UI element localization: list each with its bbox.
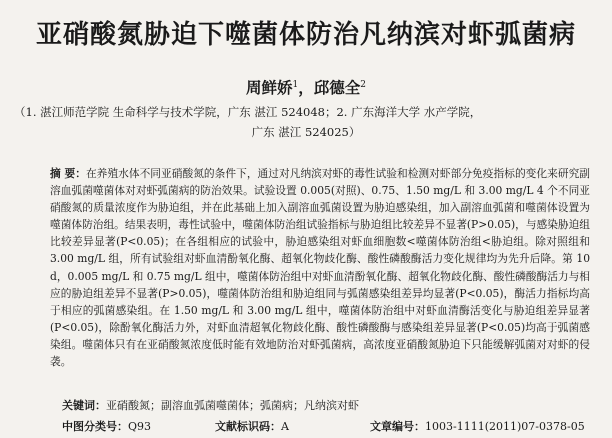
abstract-label: 摘 要： xyxy=(50,167,86,180)
keywords xyxy=(62,397,359,413)
article-number xyxy=(370,418,585,434)
document-code-value: A xyxy=(281,420,289,433)
affiliation-line: 广东 湛江 524025） xyxy=(251,125,361,139)
affiliation-marker: 1 xyxy=(292,79,299,90)
paper-title: 亚硝酸氮胁迫下噬菌体防治凡纳滨对虾弧菌病 xyxy=(35,20,576,50)
affiliation-marker: 2 xyxy=(360,79,366,90)
affiliation-line: （1. 湛江师范学院 生命科学与技术学院，广东 湛江 524048；2. 广东海洋大学 水产学院， xyxy=(14,105,482,119)
abstract xyxy=(50,165,590,370)
article-number-label: 文章编号： xyxy=(370,420,425,433)
document-code xyxy=(215,418,289,434)
author-separator: ， xyxy=(298,78,314,97)
article-number-value: 1003-1111(2011)07-0378-05 xyxy=(425,420,585,433)
clc-value: Q93 xyxy=(128,420,152,433)
author-line xyxy=(0,76,612,98)
keywords-text: 亚硝酸氮；副溶血弧菌噬菌体；弧菌病；凡纳滨对虾 xyxy=(106,399,359,412)
keywords-label: 关键词： xyxy=(62,399,106,412)
author-name: 周鲜娇 xyxy=(245,78,293,97)
abstract-text: 在养殖水体不同亚硝酸氮的条件下，通过对凡纳滨对虾的毒性试验和检测对虾部分免疫指标的变化来研究副溶血弧菌噬菌体对对虾弧菌病的防治效果。试验设置 0.005(对照)、0.75、1.50 mg/L 和 3.00 mg/L 4 个不同亚硝酸氮的质量浓度作为胁迫组，并在此基础上加入副溶血弧菌设置为胁迫感染组，加入副溶血弧菌和噬菌体设置为噬菌体防治组。结果表明，毒性试验中，噬菌体防治组试验指标与胁迫组比较差异不显著(P>0.05)，与感染胁迫组比较差异显著(P<0.05)；在各组相应的试验中，胁迫感染组对虾血细胞数<噬菌体防治组<胁迫组。除对照组和 3.00 mg/L 组，所有试验组对虾血清酚氧化酶、超氧化物歧化酶、酸性磷酸酶活力变化规律均为先升后降。第 10 d，0.005 mg/L 和 0.75 mg/L 组中，噬菌体防治组中对虾血清酚氧化酶、超氧化物歧化酶、酸性磷酸酶活力与相应的胁迫组差异不显著(P>0.05)，噬菌体防治组和胁迫组同与弧菌感染组差异均显著(P<0.05)，酶活力指标均高于相应的弧菌感染组。在 1.50 mg/L 和 3.00 mg/L 组中，噬菌体防治组中对虾血清酶活变化与胁迫组差异显著(P<0.05)，除酚氧化酶活力外，对虾血清超氧化物歧化酶、酸性磷酸酶与感染组差异显著(P<0.05)均高于弧菌感染组。噬菌体只有在亚硝酸氮浓度低时能有效地防治对虾弧菌病，高浓度亚硝酸氮胁迫下只能缓解弧菌对对虾的侵袭。 xyxy=(50,167,590,369)
clc-number xyxy=(62,418,151,434)
clc-label: 中图分类号： xyxy=(62,420,128,433)
document-code-label: 文献标识码： xyxy=(215,420,281,433)
author-name: 邱德全 xyxy=(313,78,361,97)
